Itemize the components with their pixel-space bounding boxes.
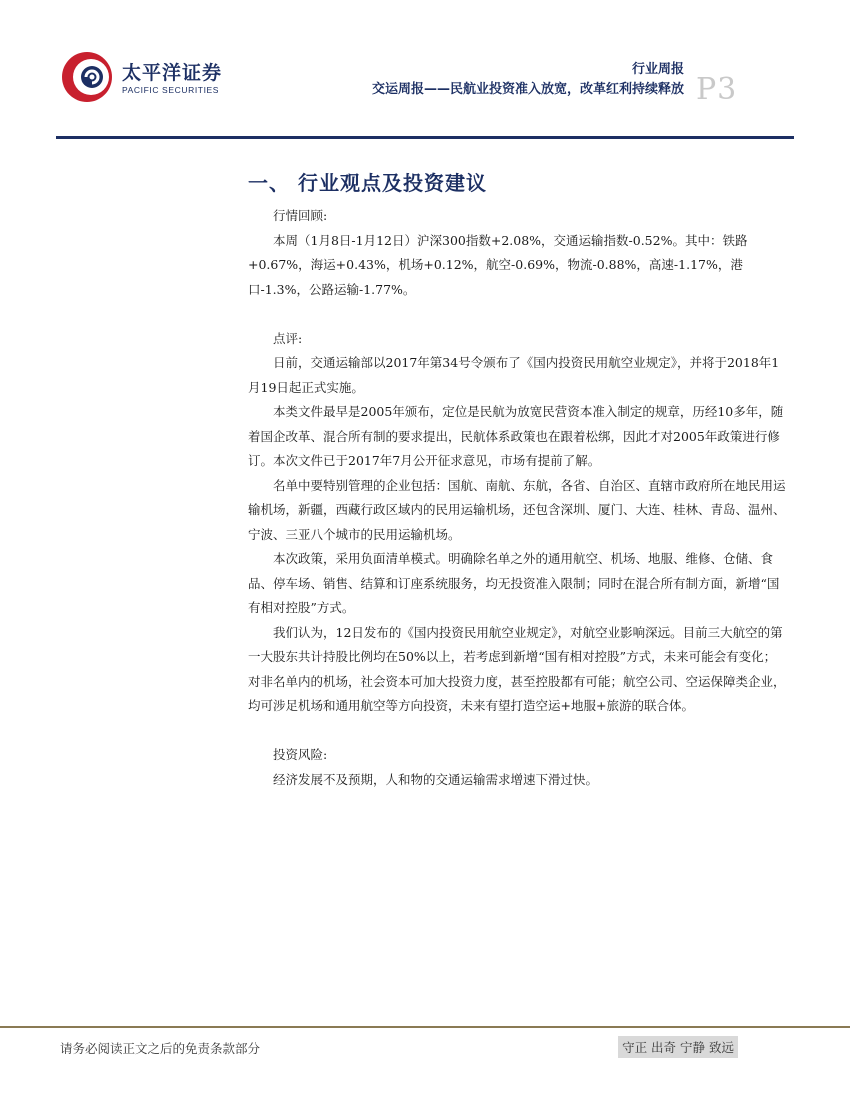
- disclaimer-note: 请务必阅读正文之后的免责条款部分: [60, 1041, 261, 1056]
- comment-paragraph: 本类文件最早是2005年颁布，定位是民航为放宽民营资本准入制定的规章，历经10多年，随着国企改革、混合所有制的要求提出，民航体系政策也在跟着松绑，因此才对2005年政策进行修订。本次文件已于2017年7月公开征求意见，市场有提前了解。: [248, 404, 784, 468]
- risk-label: 投资风险:: [273, 747, 328, 762]
- company-motto: 守正 出奇 宁静 致远: [618, 1036, 738, 1058]
- page-number: P3: [696, 72, 738, 107]
- comment-paragraph: 本次政策，采用负面清单模式。明确除名单之外的通用航空、机场、地服、维修、仓储、食品、停车场、销售、结算和订座系统服务，均无投资准入限制；同时在混合所有制方面，新增“国有相对控股”方式。: [248, 551, 780, 615]
- brand-wordmark: [122, 62, 222, 96]
- header-divider: [56, 136, 794, 139]
- market-review-label: 行情回顾:: [273, 208, 328, 223]
- section-title: 一、 行业观点及投资建议: [248, 171, 487, 195]
- report-body: [248, 204, 788, 792]
- comment-paragraph: 名单中要特别管理的企业包括：国航、南航、东航，各省、自治区、直辖市政府所在地民用运输机场，新疆，西藏行政区域内的民用运输机场，还包含深圳、厦门、大连、桂林、青岛、温州、宁波、三亚八个城市的民用运输机场。: [248, 477, 786, 542]
- pacific-securities-logo-icon: [60, 50, 114, 104]
- report-type: 行业周报: [631, 62, 684, 77]
- comment-label: 点评:: [273, 330, 303, 346]
- spacer: [248, 302, 788, 327]
- report-title: 交运周报——民航业投资准入放宽，改革红利持续释放: [371, 82, 684, 97]
- brand-name-cn: 太平洋证券: [122, 62, 223, 84]
- market-review-text: 本周（1月8日-1月12日）沪深300指数+2.08%，交通运输指数-0.52%。其中：铁路+0.67%，海运+0.43%，机场+0.12%，航空-0.69%，物流-0.88%，高速-1.17%，港口-1.3%，公路运输-1.77%。: [248, 232, 748, 297]
- comment-paragraph: 我们认为，12日发布的《国内投资民用航空业规定》，对航空业影响深远。目前三大航空的第一大股东共计持股比例均在50%以上，若考虑到新增“国有相对控股”方式，未来可能会有变化；对非名单内的机场，社会资本可加大投资力度，甚至控股都有可能；航空公司、空运保障类企业，均可涉足机场和通用航空等方向投资，未来有望打造空运+地服+旅游的联合体。: [248, 624, 786, 713]
- comment-paragraph: 日前，交通运输部以2017年第34号令颁布了《国内投资民用航空业规定》，并将于2018年1月19日起正式实施。: [248, 355, 780, 395]
- footer-divider: [0, 1026, 850, 1028]
- risk-text: 经济发展不及预期，人和物的交通运输需求增速下滑过快。: [273, 771, 599, 787]
- spacer: [248, 719, 788, 744]
- brand-name-en: PACIFIC SECURITIES: [122, 85, 220, 95]
